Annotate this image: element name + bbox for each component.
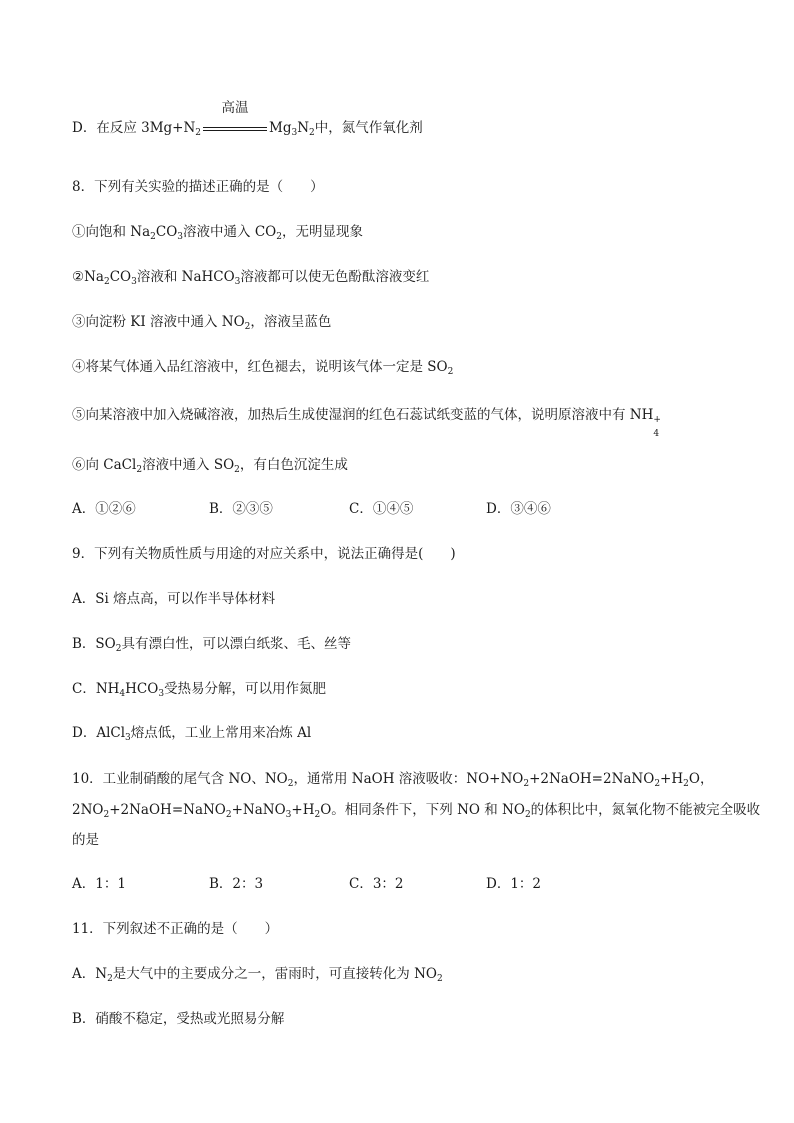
- equals-sign: [203, 127, 267, 131]
- q8-option-b: B．②③⑤: [209, 501, 273, 517]
- q9-option-b: B．$SO_2$具有漂白性，可以漂白纸浆、毛、丝等: [72, 636, 351, 654]
- q9-option-d: D．AlCl$_3$熔点低，工业上常用来冶炼 Al: [72, 725, 312, 743]
- q8-option-a: A．①②⑥: [72, 501, 136, 517]
- q8-item-3: ③向淀粉 KI 溶液中通入 $NO_2$，溶液呈蓝色: [72, 314, 332, 332]
- q11-option-b: B．硝酸不稳定，受热或光照易分解: [72, 1011, 285, 1027]
- reaction-condition: 高温: [221, 100, 249, 116]
- q10-stem-line-3: 的是: [72, 832, 99, 848]
- q8-item-4: ④将某气体通入品红溶液中，红色褪去，说明该气体一定是 $SO_2$: [72, 359, 454, 377]
- q8-stem: 8．下列有关实验的描述正确的是（ ）: [72, 179, 324, 195]
- q8-item-1: ①向饱和 $Na_2CO_3$溶液中通入 $CO_2$，无明显现象: [72, 224, 363, 242]
- q11-option-a: A．$N_2$是大气中的主要成分之一，雷雨时，可直接转化为 $NO_2$: [72, 966, 443, 984]
- q11-stem: 11．下列叙述不正确的是（ ）: [72, 921, 279, 937]
- q9-option-a: A．Si 熔点高，可以作半导体材料: [72, 591, 276, 607]
- q8-item-6: ⑥向 CaCl$_2$溶液中通入 $SO_2$，有白色沉淀生成: [72, 457, 348, 475]
- q10-option-a: A．1：1: [72, 876, 126, 892]
- q8-option-d: D．③④⑥: [486, 501, 551, 517]
- q9-option-c: C．$NH_4HCO_3$受热易分解，可以用作氮肥: [72, 681, 327, 699]
- q8-item-5: ⑤向某溶液中加入烧碱溶液，加热后生成使湿润的红色石蕊试纸变蓝的气体，说明原溶液中有 NH + 4: [72, 407, 661, 439]
- q8-options: [72, 500, 722, 518]
- q10-stem-line-1: 10．工业制硝酸的尾气含 NO、$NO_2$，通常用 NaOH 溶液吸收：$NO+NO_2+2NaOH=2NaNO_2+H_2O$，: [72, 771, 714, 789]
- reaction-condition-arrow: [201, 100, 269, 137]
- q8-item-2: $②Na_2CO_3$溶液和 NaHCO$_3$溶液都可以使无色酚酞溶液变红: [72, 269, 430, 287]
- q7-option-d: D．在反应 $3Mg+N_2$ 高温 $Mg_3N_2$中，氮气作氧化剂: [72, 100, 423, 138]
- q8-option-c: C．①④⑤: [349, 501, 414, 517]
- q10-stem-line-2: $2NO_2+2NaOH=NaNO_2+NaNO_3+H_2O$。相同条件下，下列 NO 和 $NO_2$的体积比中，氮氧化物不能被完全吸收: [72, 802, 761, 820]
- q10-option-b: B．2：3: [209, 876, 264, 892]
- q10-option-d: D．1：2: [486, 876, 542, 892]
- q10-option-c: C．3：2: [349, 876, 404, 892]
- q9-stem: 9．下列有关物质性质与用途的对应关系中，说法正确得是( ): [72, 546, 456, 562]
- q10-options: [72, 875, 722, 893]
